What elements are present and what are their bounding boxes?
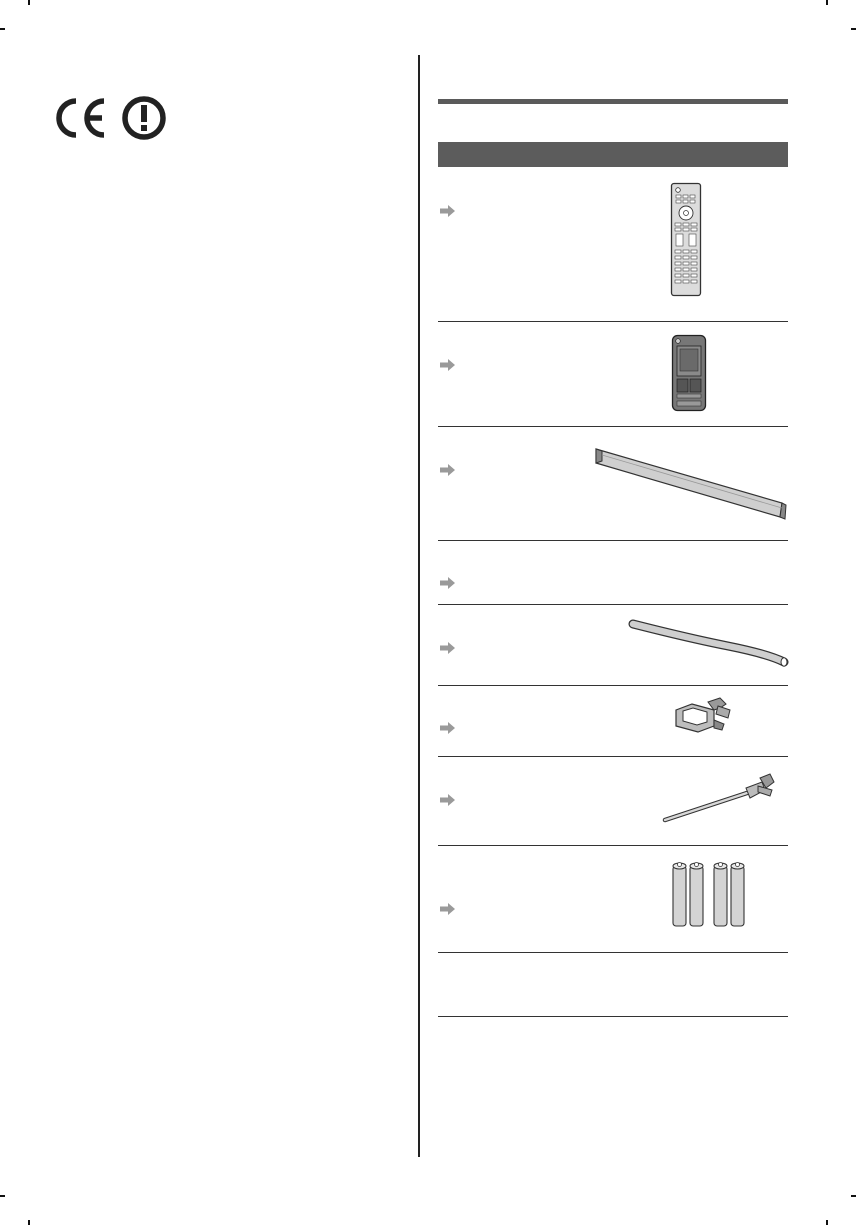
ce-alert-marks xyxy=(50,95,170,141)
crop-mark xyxy=(28,0,30,5)
arrow-right-icon xyxy=(440,794,456,806)
crop-mark xyxy=(826,1220,828,1225)
row-separator xyxy=(438,845,788,846)
arrow-right-icon xyxy=(440,577,456,589)
row-separator xyxy=(438,952,788,953)
row-separator xyxy=(438,756,788,757)
arrow-right-icon xyxy=(440,464,456,476)
arrow-right-icon xyxy=(440,359,456,371)
row-separator xyxy=(438,426,788,427)
ce-mark-icon xyxy=(59,101,104,135)
arrow-right-icon xyxy=(440,642,456,654)
crop-mark xyxy=(0,28,5,30)
accessories-header-bar xyxy=(438,142,788,167)
row-separator xyxy=(438,321,788,322)
crop-mark xyxy=(851,28,856,30)
row-separator xyxy=(438,604,788,605)
arrow-right-icon xyxy=(440,903,456,915)
arrow-right-icon xyxy=(440,722,456,734)
column-divider xyxy=(418,55,420,1157)
crop-mark xyxy=(28,1220,30,1225)
row-separator xyxy=(438,685,788,686)
cable-clamp-icon xyxy=(674,696,732,736)
remote-control-icon xyxy=(670,182,702,297)
alert-symbol-icon xyxy=(125,99,163,137)
touchpad-remote-icon xyxy=(671,334,707,412)
row-separator xyxy=(438,1016,788,1017)
arrow-right-icon xyxy=(440,205,456,217)
row-separator xyxy=(438,540,788,541)
bar-stand-icon xyxy=(592,445,790,521)
crop-mark xyxy=(826,0,828,5)
battery-icon xyxy=(669,858,749,930)
crop-mark xyxy=(0,1195,5,1197)
cable-tie-icon xyxy=(662,772,780,824)
crop-mark xyxy=(851,1195,856,1197)
cable-tube-icon xyxy=(628,616,790,670)
section-top-rule xyxy=(438,99,788,104)
